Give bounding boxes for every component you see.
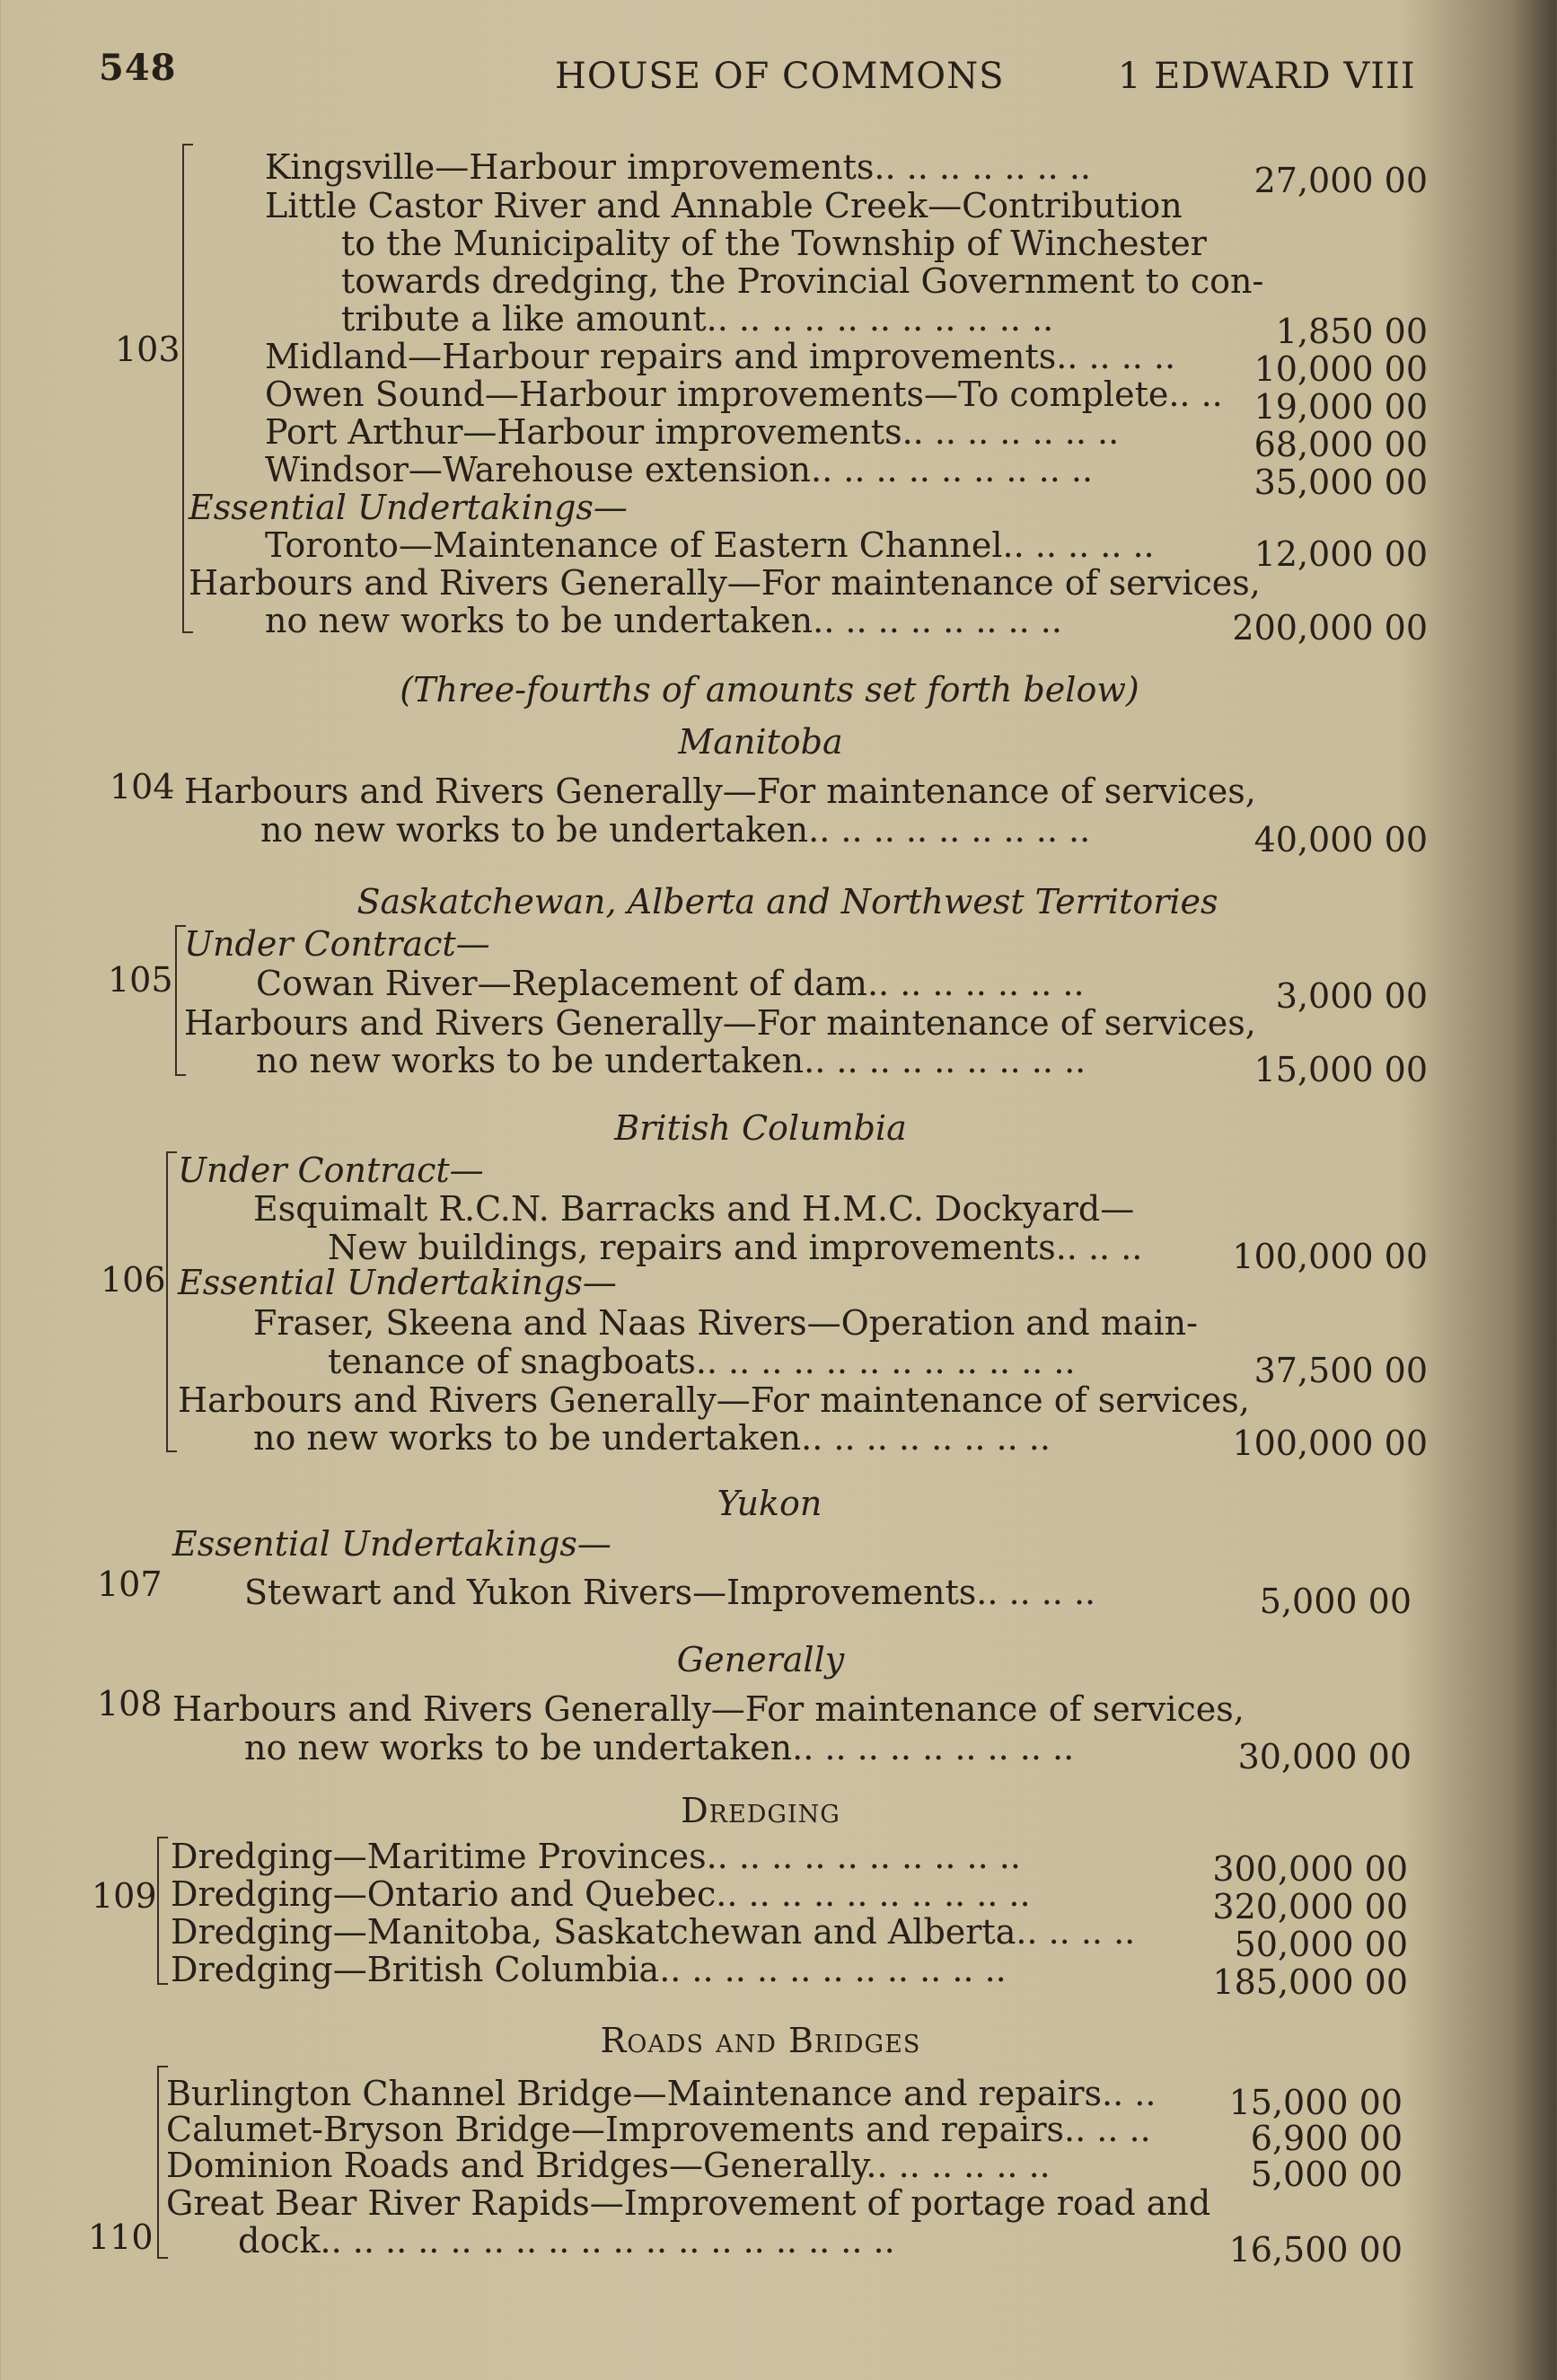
amount-106-1: 37,500 00 xyxy=(1254,1351,1428,1390)
vote-number-110: 110 xyxy=(88,2217,154,2257)
amount-110-3: 16,500 00 xyxy=(1228,2230,1403,2270)
line-104-1: no new works to be undertaken.. .. .. .. .. .. .. .. .. xyxy=(260,810,1091,850)
heading-dredging: Dredging xyxy=(681,1791,840,1830)
line-109-0: Dredging—Maritime Provinces.. .. .. .. .. .. .. .. .. .. xyxy=(171,1837,1021,1876)
amount-109-0: 300,000 00 xyxy=(1212,1849,1408,1889)
amount-103-5: 35,000 00 xyxy=(1254,463,1428,502)
vote-number-109: 109 xyxy=(92,1876,157,1916)
line-110-2: Dominion Roads and Bridges—Generally.. .. .. .. .. .. xyxy=(166,2146,1051,2185)
three-fourths-note: (Three-fourths of amounts set forth below) xyxy=(400,670,1139,710)
line-103-12: no new works to be undertaken.. .. .. .. .. .. .. .. xyxy=(265,601,1062,640)
line-103-10: Toronto—Maintenance of Eastern Channel.. .. .. .. .. xyxy=(265,525,1155,565)
amount-108: 30,000 00 xyxy=(1237,1737,1412,1776)
vote-number-103: 103 xyxy=(115,330,180,369)
line-109-3: Dredging—British Columbia.. .. .. .. .. .. .. .. .. .. .. xyxy=(171,1950,1007,1989)
line-109-2: Dredging—Manitoba, Saskatchewan and Alberta.. .. .. .. xyxy=(171,1912,1136,1952)
line-104-0: Harbours and Rivers Generally—For maintenance of services, xyxy=(184,771,1256,811)
brace-105 xyxy=(175,925,177,1076)
brace-109 xyxy=(157,1837,159,1985)
line-106-1: Esquimalt R.C.N. Barracks and H.M.C. Dockyard— xyxy=(253,1189,1135,1229)
amount-104: 40,000 00 xyxy=(1254,820,1428,859)
heading-generally: Generally xyxy=(676,1640,845,1679)
vote-number-104: 104 xyxy=(110,767,175,807)
line-103-4: tribute a like amount.. .. .. .. .. .. .. .. .. .. .. xyxy=(341,299,1054,339)
line-105-0: Under Contract— xyxy=(184,924,490,964)
vote-number-107: 107 xyxy=(97,1565,163,1604)
line-110-4: dock.. .. .. .. .. .. .. .. .. .. .. .. .. .. .. .. .. .. xyxy=(238,2221,895,2261)
line-107: Stewart and Yukon Rivers—Improvements.. .. .. .. xyxy=(244,1573,1096,1612)
heading-roads-bridges: Roads and Bridges xyxy=(600,2021,921,2060)
session-label: 1 EDWARD VIII xyxy=(1118,56,1416,97)
line-106-5: tenance of snagboats.. .. .. .. .. .. .. .. .. .. .. .. xyxy=(328,1342,1076,1381)
running-title: HOUSE OF COMMONS xyxy=(555,56,1005,97)
vote-number-106: 106 xyxy=(101,1260,166,1300)
line-110-1: Calumet-Bryson Bridge—Improvements and repairs.. .. .. xyxy=(166,2110,1151,2149)
amount-106-2: 100,000 00 xyxy=(1232,1424,1428,1463)
yukon-subheading: Essential Undertakings— xyxy=(172,1524,611,1564)
line-110-3: Great Bear River Rapids—Improvement of portage road and xyxy=(166,2183,1211,2223)
amount-103-4: 68,000 00 xyxy=(1254,425,1428,464)
heading-manitoba: Manitoba xyxy=(678,722,843,762)
amount-103-6: 12,000 00 xyxy=(1254,534,1428,574)
line-103-2: to the Municipality of the Township of Winchester xyxy=(341,224,1207,263)
line-103-11: Harbours and Rivers Generally—For maintenance of services, xyxy=(189,563,1261,603)
amount-109-2: 50,000 00 xyxy=(1234,1925,1408,1964)
amount-103-1: 1,850 00 xyxy=(1275,312,1428,351)
page-number: 548 xyxy=(99,47,177,89)
line-103-1: Little Castor River and Annable Creek—Contribution xyxy=(265,186,1183,225)
line-108-0: Harbours and Rivers Generally—For maintenance of services, xyxy=(172,1689,1245,1729)
amount-107: 5,000 00 xyxy=(1259,1582,1412,1621)
line-103-6: Owen Sound—Harbour improvements—To complete.. .. xyxy=(265,375,1223,414)
line-103-8: Windsor—Warehouse extension.. .. .. .. .. .. .. .. .. xyxy=(265,450,1094,489)
vote-number-108: 108 xyxy=(97,1684,163,1723)
line-103-9: Essential Undertakings— xyxy=(189,488,628,527)
amount-103-3: 19,000 00 xyxy=(1254,387,1428,427)
line-105-1: Cowan River—Replacement of dam.. .. .. .. .. .. .. xyxy=(256,964,1085,1003)
brace-103 xyxy=(182,144,184,633)
amount-103-0: 27,000 00 xyxy=(1254,161,1428,200)
line-103-7: Port Arthur—Harbour improvements.. .. .. .. .. .. .. xyxy=(265,412,1120,452)
line-103-5: Midland—Harbour repairs and improvements.. .. .. .. xyxy=(265,337,1176,376)
amount-110-1: 6,900 00 xyxy=(1250,2119,1403,2158)
amount-105-0: 3,000 00 xyxy=(1275,976,1428,1016)
line-105-2: Harbours and Rivers Generally—For maintenance of services, xyxy=(184,1003,1256,1043)
brace-106 xyxy=(166,1151,168,1452)
vote-number-105: 105 xyxy=(108,960,173,1000)
heading-british-columbia: British Columbia xyxy=(614,1108,907,1148)
amount-109-1: 320,000 00 xyxy=(1212,1887,1408,1926)
line-106-4: Fraser, Skeena and Naas Rivers—Operation and main- xyxy=(253,1303,1198,1343)
line-110-0: Burlington Channel Bridge—Maintenance and repairs.. .. xyxy=(166,2074,1157,2113)
amount-103-7: 200,000 00 xyxy=(1232,608,1428,648)
line-106-2: New buildings, repairs and improvements.. .. .. xyxy=(328,1228,1143,1267)
line-109-1: Dredging—Ontario and Quebec.. .. .. .. .. .. .. .. .. .. xyxy=(171,1874,1031,1914)
heading-saskatchewan: Saskatchewan, Alberta and Northwest Territories xyxy=(356,882,1218,921)
line-106-6: Harbours and Rivers Generally—For maintenance of services, xyxy=(178,1380,1250,1420)
amount-109-3: 185,000 00 xyxy=(1212,1962,1408,2002)
amount-110-0: 15,000 00 xyxy=(1228,2083,1403,2122)
line-105-3: no new works to be undertaken.. .. .. .. .. .. .. .. .. xyxy=(256,1041,1086,1080)
heading-yukon: Yukon xyxy=(717,1484,822,1523)
brace-110 xyxy=(157,2066,159,2259)
line-108-1: no new works to be undertaken.. .. .. .. .. .. .. .. .. xyxy=(244,1728,1075,1767)
amount-105-1: 15,000 00 xyxy=(1254,1050,1428,1089)
line-103-3: towards dredging, the Provincial Government to con- xyxy=(341,261,1264,301)
line-106-7: no new works to be undertaken.. .. .. .. .. .. .. .. xyxy=(253,1418,1051,1458)
line-106-0: Under Contract— xyxy=(178,1150,484,1190)
line-106-3: Essential Undertakings— xyxy=(178,1263,617,1302)
amount-110-2: 5,000 00 xyxy=(1250,2155,1403,2194)
amount-103-2: 10,000 00 xyxy=(1254,349,1428,389)
amount-106-0: 100,000 00 xyxy=(1232,1237,1428,1276)
line-103-0: Kingsville—Harbour improvements.. .. .. .. .. .. .. xyxy=(265,147,1091,187)
